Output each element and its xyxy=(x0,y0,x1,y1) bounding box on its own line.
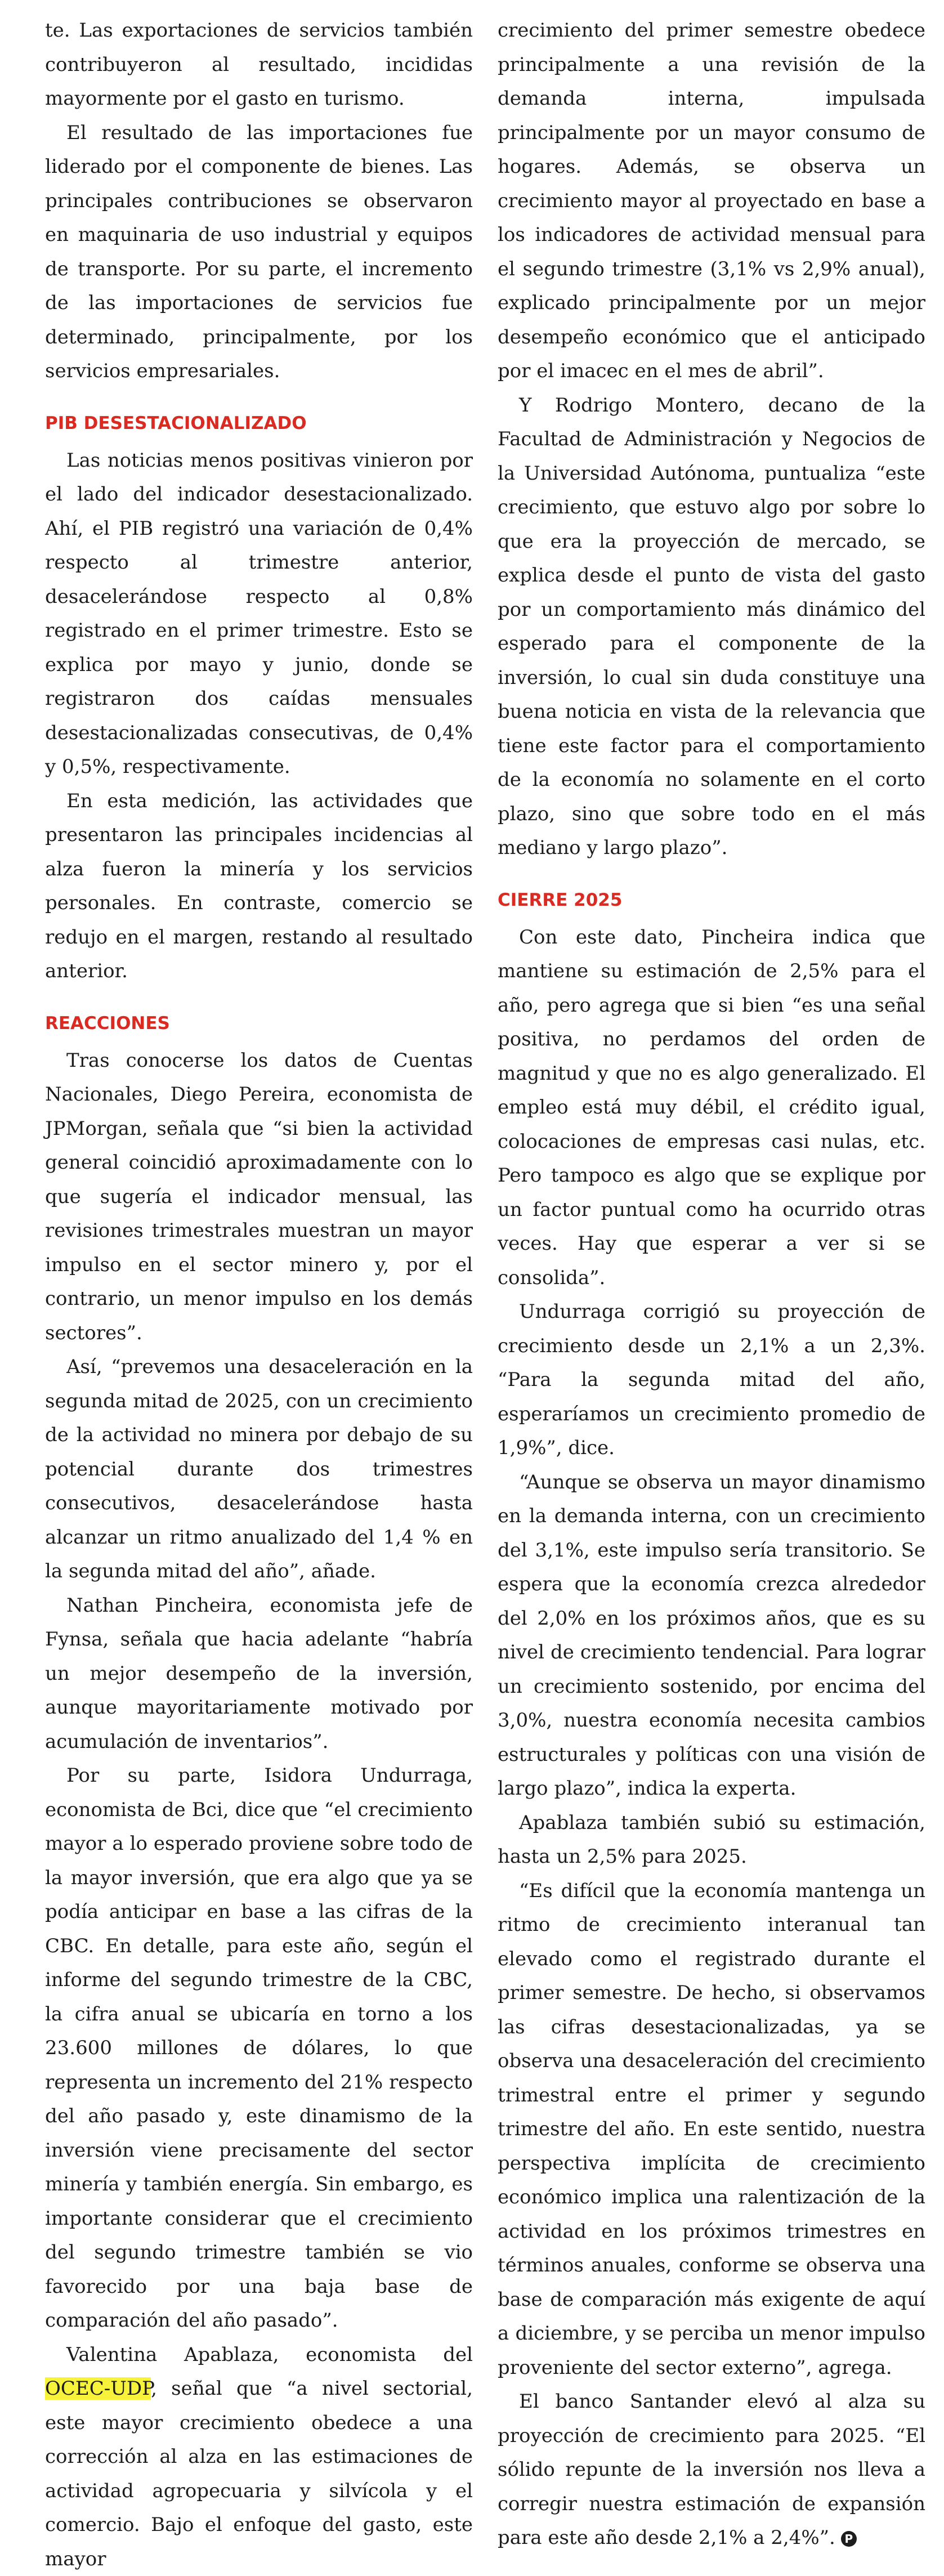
highlighted-text: OCEC-UDP xyxy=(45,2377,151,2400)
paragraph: “Aunque se observa un mayor dinamismo en la demanda interna, con un crecimiento del 3,1%, este impulso sería transitorio. Se espera que la economía crezca alrededor del 2,0% en los próximos años, que es su nivel de crecimiento tendencial. Para lograr un crecimiento sostenido, por encima del 3,0%, nuestra economía necesita cambios estructurales y políticas con una visión de largo plazo”, indica la experta. xyxy=(498,1465,925,1806)
paragraph: Nathan Pincheira, economista jefe de Fynsa, señala que hacia adelante “habría un mejor desempeño de la inversión, aunque mayoritariamente motivado por acumulación de inventarios”. xyxy=(45,1589,473,1759)
paragraph-text: El banco Santander elevó al alza su proyección de crecimiento para 2025. “El sólido repunte de la inversión nos lleva a corregir nuestra estimación de expansión para este año desde 2,1% a 2,4%”. xyxy=(498,2390,925,2549)
section-heading-pib: PIB DESESTACIONALIZADO xyxy=(45,408,473,439)
right-column xyxy=(498,14,925,2136)
left-column xyxy=(45,14,473,2136)
paragraph xyxy=(45,2338,473,2576)
paragraph: Apablaza también subió su estimación, hasta un 2,5% para 2025. xyxy=(498,1806,925,1874)
paragraph: Así, “prevemos una desaceleración en la segunda mitad de 2025, con un crecimiento de la actividad no minera por debajo de su potencial durante dos trimestres consecutivos, desacelerándose hasta alcanzar un ritmo anualizado del 1,4 % en la segunda mitad del año”, añade. xyxy=(45,1350,473,1589)
paragraph-text: Valentina Apablaza, economista del xyxy=(66,2344,473,2366)
paragraph: crecimiento del primer semestre obedece principalmente a una revisión de la demanda interna, impulsada principalmente por un mayor consumo de hogares. Además, se observa un crecimiento mayor al proyectado en base a los indicadores de actividad mensual para el segundo trimestre (3,1% vs 2,9% anual), explicado principalmente por un mejor desempeño económico que el anticipado por el imacec en el mes de abril”. xyxy=(498,14,925,388)
section-heading-reacciones: REACCIONES xyxy=(45,1008,473,1039)
paragraph: Con este dato, Pincheira indica que mantiene su estimación de 2,5% para el año, pero agrega que si bien “es una señal positiva, no perdamos del orden de magnitud y que no es algo generalizado. El empleo está muy débil, el crédito igual, colocaciones de empresas casi nulas, etc. Pero tampoco es algo que se explique por un factor puntual como ha ocurrido otras veces. Hay que esperar a ver si se consolida”. xyxy=(498,920,925,1295)
paragraph: “Es difícil que la economía mantenga un ritmo de crecimiento interanual tan elevado como el registrado durante el primer semestre. De hecho, si observamos las cifras desestacionalizadas, ya se observa una desaceleración del crecimiento trimestral entre el primer y segundo trimestre del año. En este sentido, nuestra perspectiva implícita de crecimiento económico implica una ralentización de la actividad en los próximos trimestres en términos anuales, conforme se observa una base de comparación más exigente de aquí a diciembre, y se perciba un menor impulso proveniente del sector externo”, agrega. xyxy=(498,1874,925,2385)
paragraph xyxy=(498,2385,925,2555)
end-mark-icon: P xyxy=(841,2531,857,2547)
paragraph: te. Las exportaciones de servicios también contribuyeron al resultado, incididas mayormente por el gasto en turismo. xyxy=(45,14,473,116)
paragraph: Tras conocerse los datos de Cuentas Nacionales, Diego Pereira, economista de JPMorgan, señala que “si bien la actividad general coincidió aproximadamente con lo que sugería el indicador mensual, las revisiones trimestrales muestran un mayor impulso en el sector minero y, por el contrario, un menor impulso en los demás sectores”. xyxy=(45,1044,473,1350)
paragraph: En esta medición, las actividades que presentaron las principales incidencias al alza fueron la minería y los servicios personales. En contraste, comercio se redujo en el margen, restando al resultado anterior. xyxy=(45,784,473,989)
paragraph: Undurraga corrigió su proyección de crecimiento desde un 2,1% a un 2,3%. “Para la segunda mitad del año, esperaríamos un crecimiento promedio de 1,9%”, dice. xyxy=(498,1295,925,1465)
section-heading-cierre: CIERRE 2025 xyxy=(498,884,925,916)
paragraph-text: , señal que “a nivel sectorial, este mayor crecimiento obedece a una corrección al alza en las estimaciones de actividad agropecuaria y silvícola y el comercio. Bajo el enfoque del gasto, este mayor xyxy=(45,2377,473,2570)
paragraph: Y Rodrigo Montero, decano de la Facultad de Administración y Negocios de la Universidad Autónoma, puntualiza “este crecimiento, que estuvo algo por sobre lo que era la proyección de mercado, se explica desde el punto de vista del gasto por un comportamiento más dinámico del esperado para el componente de la inversión, lo cual sin duda constituye una buena noticia en vista de la relevancia que tiene este factor para el comportamiento de la economía no solamente en el corto plazo, sino que sobre todo en el más mediano y largo plazo”. xyxy=(498,388,925,865)
paragraph: Por su parte, Isidora Undurraga, economista de Bci, dice que “el crecimiento mayor a lo esperado proviene sobre todo de la mayor inversión, que era algo que ya se podía anticipar en base a las cifras de la CBC. En detalle, para este año, según el informe del segundo trimestre de la CBC, la cifra anual se ubicaría en torno a los 23.600 millones de dólares, lo que representa un incremento del 21% respecto del año pasado y, este dinamismo de la inversión viene precisamente del sector minería y también energía. Sin embargo, es importante considerar que el crecimiento del segundo trimestre también se vio favorecido por una baja base de comparación del año pasado”. xyxy=(45,1759,473,2338)
paragraph: Las noticias menos positivas vinieron por el lado del indicador desestacionalizado. Ahí, el PIB registró una variación de 0,4% respecto al trimestre anterior, desacelerándose respecto al 0,8% registrado en el primer trimestre. Esto se explica por mayo y junio, donde se registraron dos caídas mensuales desestacionalizadas consecutivas, de 0,4% y 0,5%, respectivamente. xyxy=(45,444,473,784)
paragraph: El resultado de las importaciones fue liderado por el componente de bienes. Las principales contribuciones se observaron en maquinaria de uso industrial y equipos de transporte. Por su parte, el incremento de las importaciones de servicios fue determinado, principalmente, por los servicios empresariales. xyxy=(45,116,473,388)
